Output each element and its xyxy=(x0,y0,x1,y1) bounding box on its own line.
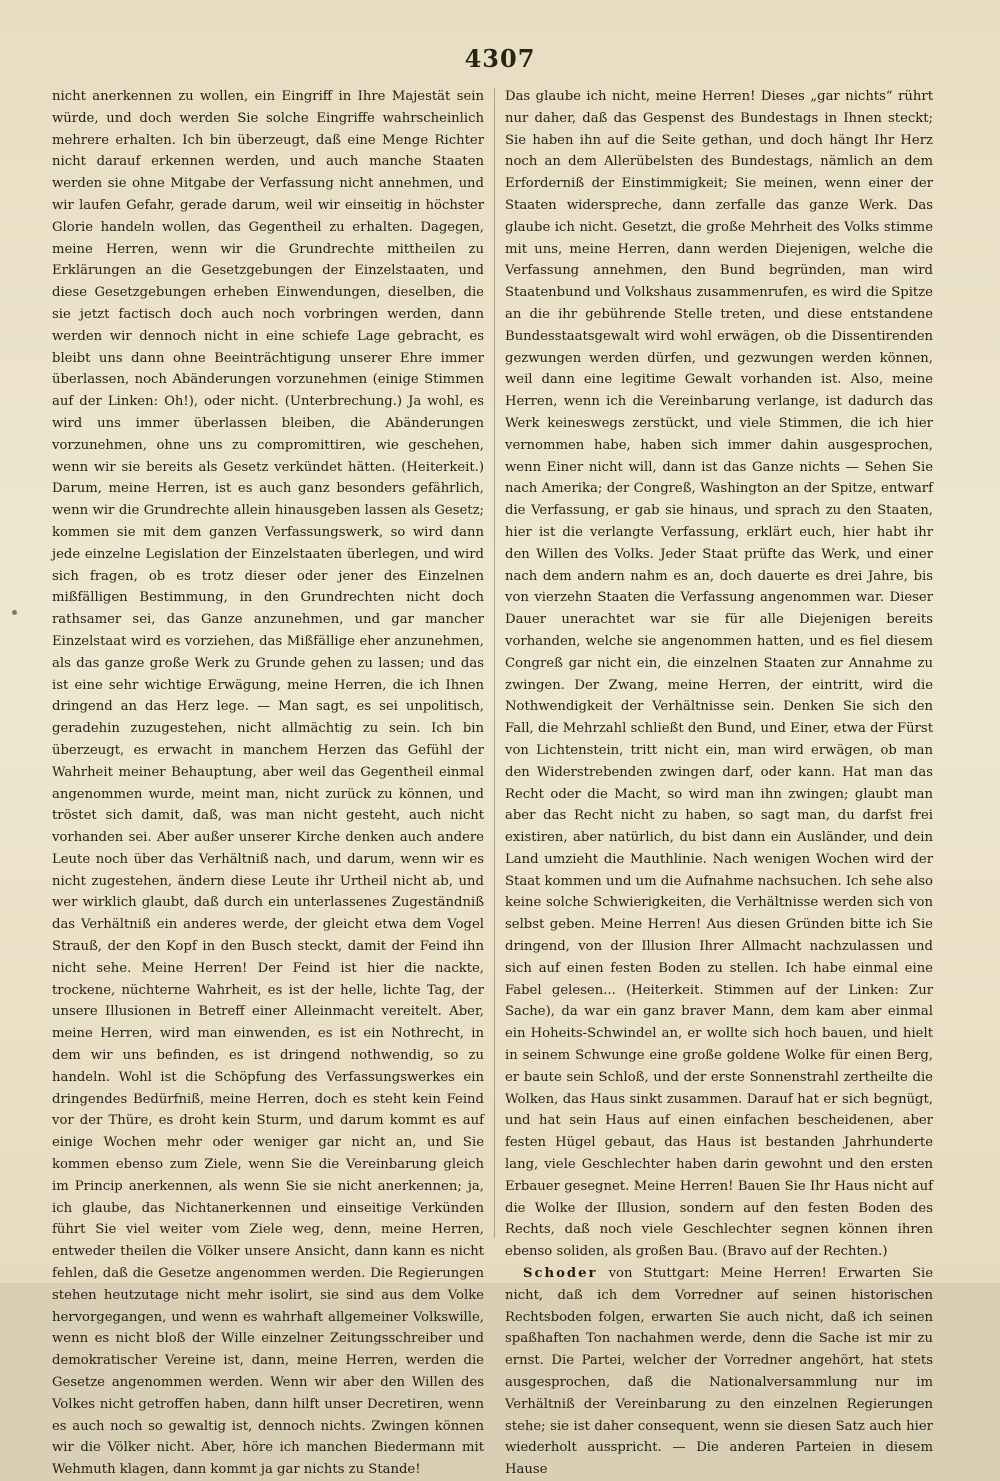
column-divider xyxy=(494,88,495,1238)
speaker-name: Schoder xyxy=(523,1266,598,1282)
right-paragraph-2 xyxy=(505,1263,933,1481)
margin-mark xyxy=(12,610,17,615)
right-paragraph-1: Das glaube ich nicht, meine Herren! Dieses „gar nichts“ rührt nur daher, daß das Gespenst des Bundestags in Ihnen steckt; Sie haben ihn auf die Seite gethan, und doch hängt Ihr Herz noch an dem Allerübelsten des Bundestags, nämlich an dem Erforderniß der Einstimmigkeit; Sie meinen, wenn einer der Staaten widerspreche, dann zerfalle das ganze Werk. Das glaube ich nicht. Gesetzt, die große Mehrheit des Volks stimme mit uns, meine Herren, dann werden Diejenigen, welche die Verfassung annehmen, den Bund begründen, man wird Staatenbund und Volkshaus zusammenrufen, es wird die Spitze an die ihr gebührende Stelle treten, und diese entstandene Bundesstaatsgewalt wird wohl erwägen, ob die Dissentirenden gezwungen werden dürfen, und gezwungen werden können, weil dann eine legitime Gewalt vorhanden ist. Also, meine Herren, wenn ich die Vereinbarung verlange, ist dadurch das Werk keineswegs zerstückt, und viele Stimmen, die ich hier vernommen habe, haben sich immer dahin ausgesprochen, wenn Einer nicht will, dann ist das Ganze nichts — Sehen Sie nach Amerika; der Congreß, Washington an der Spitze, entwarf die Verfassung, er gab sie hinaus, und sprach zu den Staaten, hier ist die verlangte Verfassung, erklärt euch, hier habt ihr den Willen des Volks. Jeder Staat prüfte das Werk, und einer nach dem andern nahm es an, doch dauerte es drei Jahre, bis von vierzehn Staaten die Verfassung angenommen war. Dieser Dauer unerachtet war sie für alle Diejenigen bereits vorhanden, welche sie angenommen hatten, und es fiel diesem Congreß gar nicht ein, die einzelnen Staaten zur Annahme zu zwingen. Der Zwang, meine Herren, der eintritt, wird die Nothwendigkeit der Verhältnisse sein. Denken Sie sich den Fall, die Mehrzahl schließt den Bund, und Einer, etwa der Fürst von Lichtenstein, tritt nicht ein, man wird erwägen, ob man den Widerstrebenden zwingen darf, oder kann. Hat man das Recht oder die Macht, so wird man ihn zwingen; glaubt man aber das Recht nicht zu haben, so sagt man, du darfst frei existiren, aber natürlich, du bist dann ein Ausländer, und dein Land umzieht die Mauthlinie. Nach wenigen Wochen wird der Staat kommen und um die Aufnahme nachsuchen. Ich sehe also keine solche Schwierigkeiten, die Verhältnisse werden sich von selbst geben. Meine Herren! Aus diesen Gründen bitte ich Sie dringend, von der Illusion Ihrer Allmacht nachzulassen und sich auf einen festen Boden zu stellen. Ich habe einmal eine Fabel gelesen... (Heiterkeit. Stimmen auf der Linken: Zur Sache), da war ein ganz braver Mann, dem kam aber einmal ein Hoheits-Schwindel an, er wollte sich hoch bauen, und hielt in seinem Schwunge eine große goldene Wolke für einen Berg, er baute sein Schloß, und der erste Sonnenstrahl zertheilte die Wolken, das Haus sinkt zusammen. Darauf hat er sich begnügt, und hat sein Haus auf einen einfachen bescheidenen, aber festen Hügel gebaut, das Haus ist bestanden Jahrhunderte lang, viele Geschlechter haben darin gewohnt und den ersten Erbauer gesegnet. Meine Herren! Bauen Sie Ihr Haus nicht auf die Wolke der Illusion, sondern auf den festen Boden des Rechts, daß noch viele Geschlechter segnen können ihren ebenso soliden, als großen Bau. (Bravo auf der Rechten.) xyxy=(505,89,933,1260)
page-number: 4307 xyxy=(464,44,536,73)
left-column xyxy=(52,86,484,1478)
left-column-text: nicht anerkennen zu wollen, ein Eingriff in Ihre Majestät sein würde, und doch werden Sie solche Eingriffe wahrscheinlich mehrere erhalten. Ich bin überzeugt, daß eine Menge Richter nicht darauf erkennen werden, und auch manche Staaten werden sie ohne Mitgabe der Verfassung nicht annehmen, und wir laufen Gefahr, gerade darum, weil wir einseitig in höchster Glorie handeln wollen, das Gegentheil zu erhalten. Dagegen, meine Herren, wenn wir die Grundrechte mittheilen zu Erklärungen an die Gesetzgebungen der Einzelstaaten, und diese Gesetzgebungen erheben Einwendungen, dieselben, die sie jetzt factisch doch auch noch vorbringen werden, dann werden wir dennoch nicht in eine schiefe Lage gebracht, es bleibt uns dann ohne Beeinträchtigung unserer Ehre immer überlassen, noch Abänderungen vorzunehmen (einige Stimmen auf der Linken: Oh!), oder nicht. (Unterbrechung.) Ja wohl, es wird uns immer überlassen bleiben, die Abänderungen vorzunehmen, ohne uns zu compromittiren, wie geschehen, wenn wir sie bereits als Gesetz verkündet hätten. (Heiterkeit.) Darum, meine Herren, ist es auch ganz besonders gefährlich, wenn wir die Grundrechte allein hinausgeben lassen als Gesetz; kommen sie mit dem ganzen Verfassungswerk, so wird dann jede einzelne Legislation der Einzelstaaten überlegen, und wird sich fragen, ob es trotz dieser oder jener des Einzelnen mißfälligen Bestimmung, in den Grundrechten nicht doch rathsamer sei, das Ganze anzunehmen, und gar mancher Einzelstaat wird es vorziehen, das Mißfällige eher anzunehmen, als das ganze große Werk zu Grunde gehen zu lassen; und das ist eine sehr wichtige Erwägung, meine Herren, die ich Ihnen dringend an das Herz lege. — Man sagt, es sei unpolitisch, geradehin zuzugestehen, nicht allmächtig zu sein. Ich bin überzeugt, es erwacht in manchem Herzen das Gefühl der Wahrheit meiner Behauptung, aber weil das Gegentheil einmal angenommen wurde, meint man, nicht zurück zu können, und tröstet sich damit, daß, was man nicht gesteht, auch nicht vorhanden sei. Aber außer unserer Kirche denken auch andere Leute noch über das Verhältniß nach, und darum, wenn wir es nicht zugestehen, ändern diese Leute ihr Urtheil nicht ab, und wer wirklich glaubt, daß durch ein unterlassenes Zugeständniß das Verhältniß ein anderes werde, der gleicht etwa dem Vogel Strauß, der den Kopf in den Busch steckt, damit der Feind ihn nicht sehe. Meine Herren! Der Feind ist hier die nackte, trockene, nüchterne Wahrheit, es ist der helle, lichte Tag, der unsere Illusionen in Betreff einer Alleinmacht vereitelt. Aber, meine Herren, wird man einwenden, es ist ein Nothrecht, in dem wir uns befinden, es ist dringend nothwendig, so zu handeln. Wohl ist die Schöpfung des Verfassungswerkes ein dringendes Bedürfniß, meine Herren, doch es steht kein Feind vor der Thüre, es droht kein Sturm, und darum kommt es auf einige Wochen mehr oder weniger gar nicht an, und Sie kommen ebenso zum Ziele, wenn Sie die Vereinbarung gleich im Princip anerkennen, als wenn Sie sie nicht anerkennen; ja, ich glaube, das Nichtanerkennen und einseitige Verkünden führt Sie viel weiter vom Ziele weg, denn, meine Herren, entweder theilen die Völker unsere Ansicht, dann kann es nicht fehlen, daß die Gesetze angenommen werden. Die Regierungen stehen heutzutage nicht mehr isolirt, sie sind aus dem Volke hervorgegangen, und wenn es wahrhaft allgemeiner Volkswille, wenn es nicht bloß der Wille einzelner Zeitungsschreiber und demokratischer Vereine ist, dann, meine Herren, werden die Gesetze angenommen werden. Wenn wir aber den Willen des Volkes nicht getroffen haben, dann hilft unser Decretiren, wenn es auch noch so gewaltig ist, dennoch nichts. Zwingen können wir die Völker nicht. Aber, höre ich manchen Biedermann mit Wehmuth klagen, dann kommt ja gar nichts zu Stande! xyxy=(52,89,484,1478)
right-column xyxy=(505,86,933,1478)
speaker-speech: von Stuttgart: Meine Herren! Erwarten Sie nicht, daß ich dem Vorredner auf seinen historischen Rechtsboden folgen, erwarten Sie auch nicht, daß ich seinen spaßhaften Ton nachahmen werde, denn die Sache ist mir zu ernst. Die Partei, welcher der Vorredner angehört, hat stets ausgesprochen, daß die Nationalversammlung nur im Verhältniß der Vereinbarung zu den einzelnen Regierungen stehe; sie ist daher consequent, wenn sie diesen Satz auch hier wiederholt ausspricht. — Die anderen Parteien in diesem Hause xyxy=(505,1266,933,1478)
